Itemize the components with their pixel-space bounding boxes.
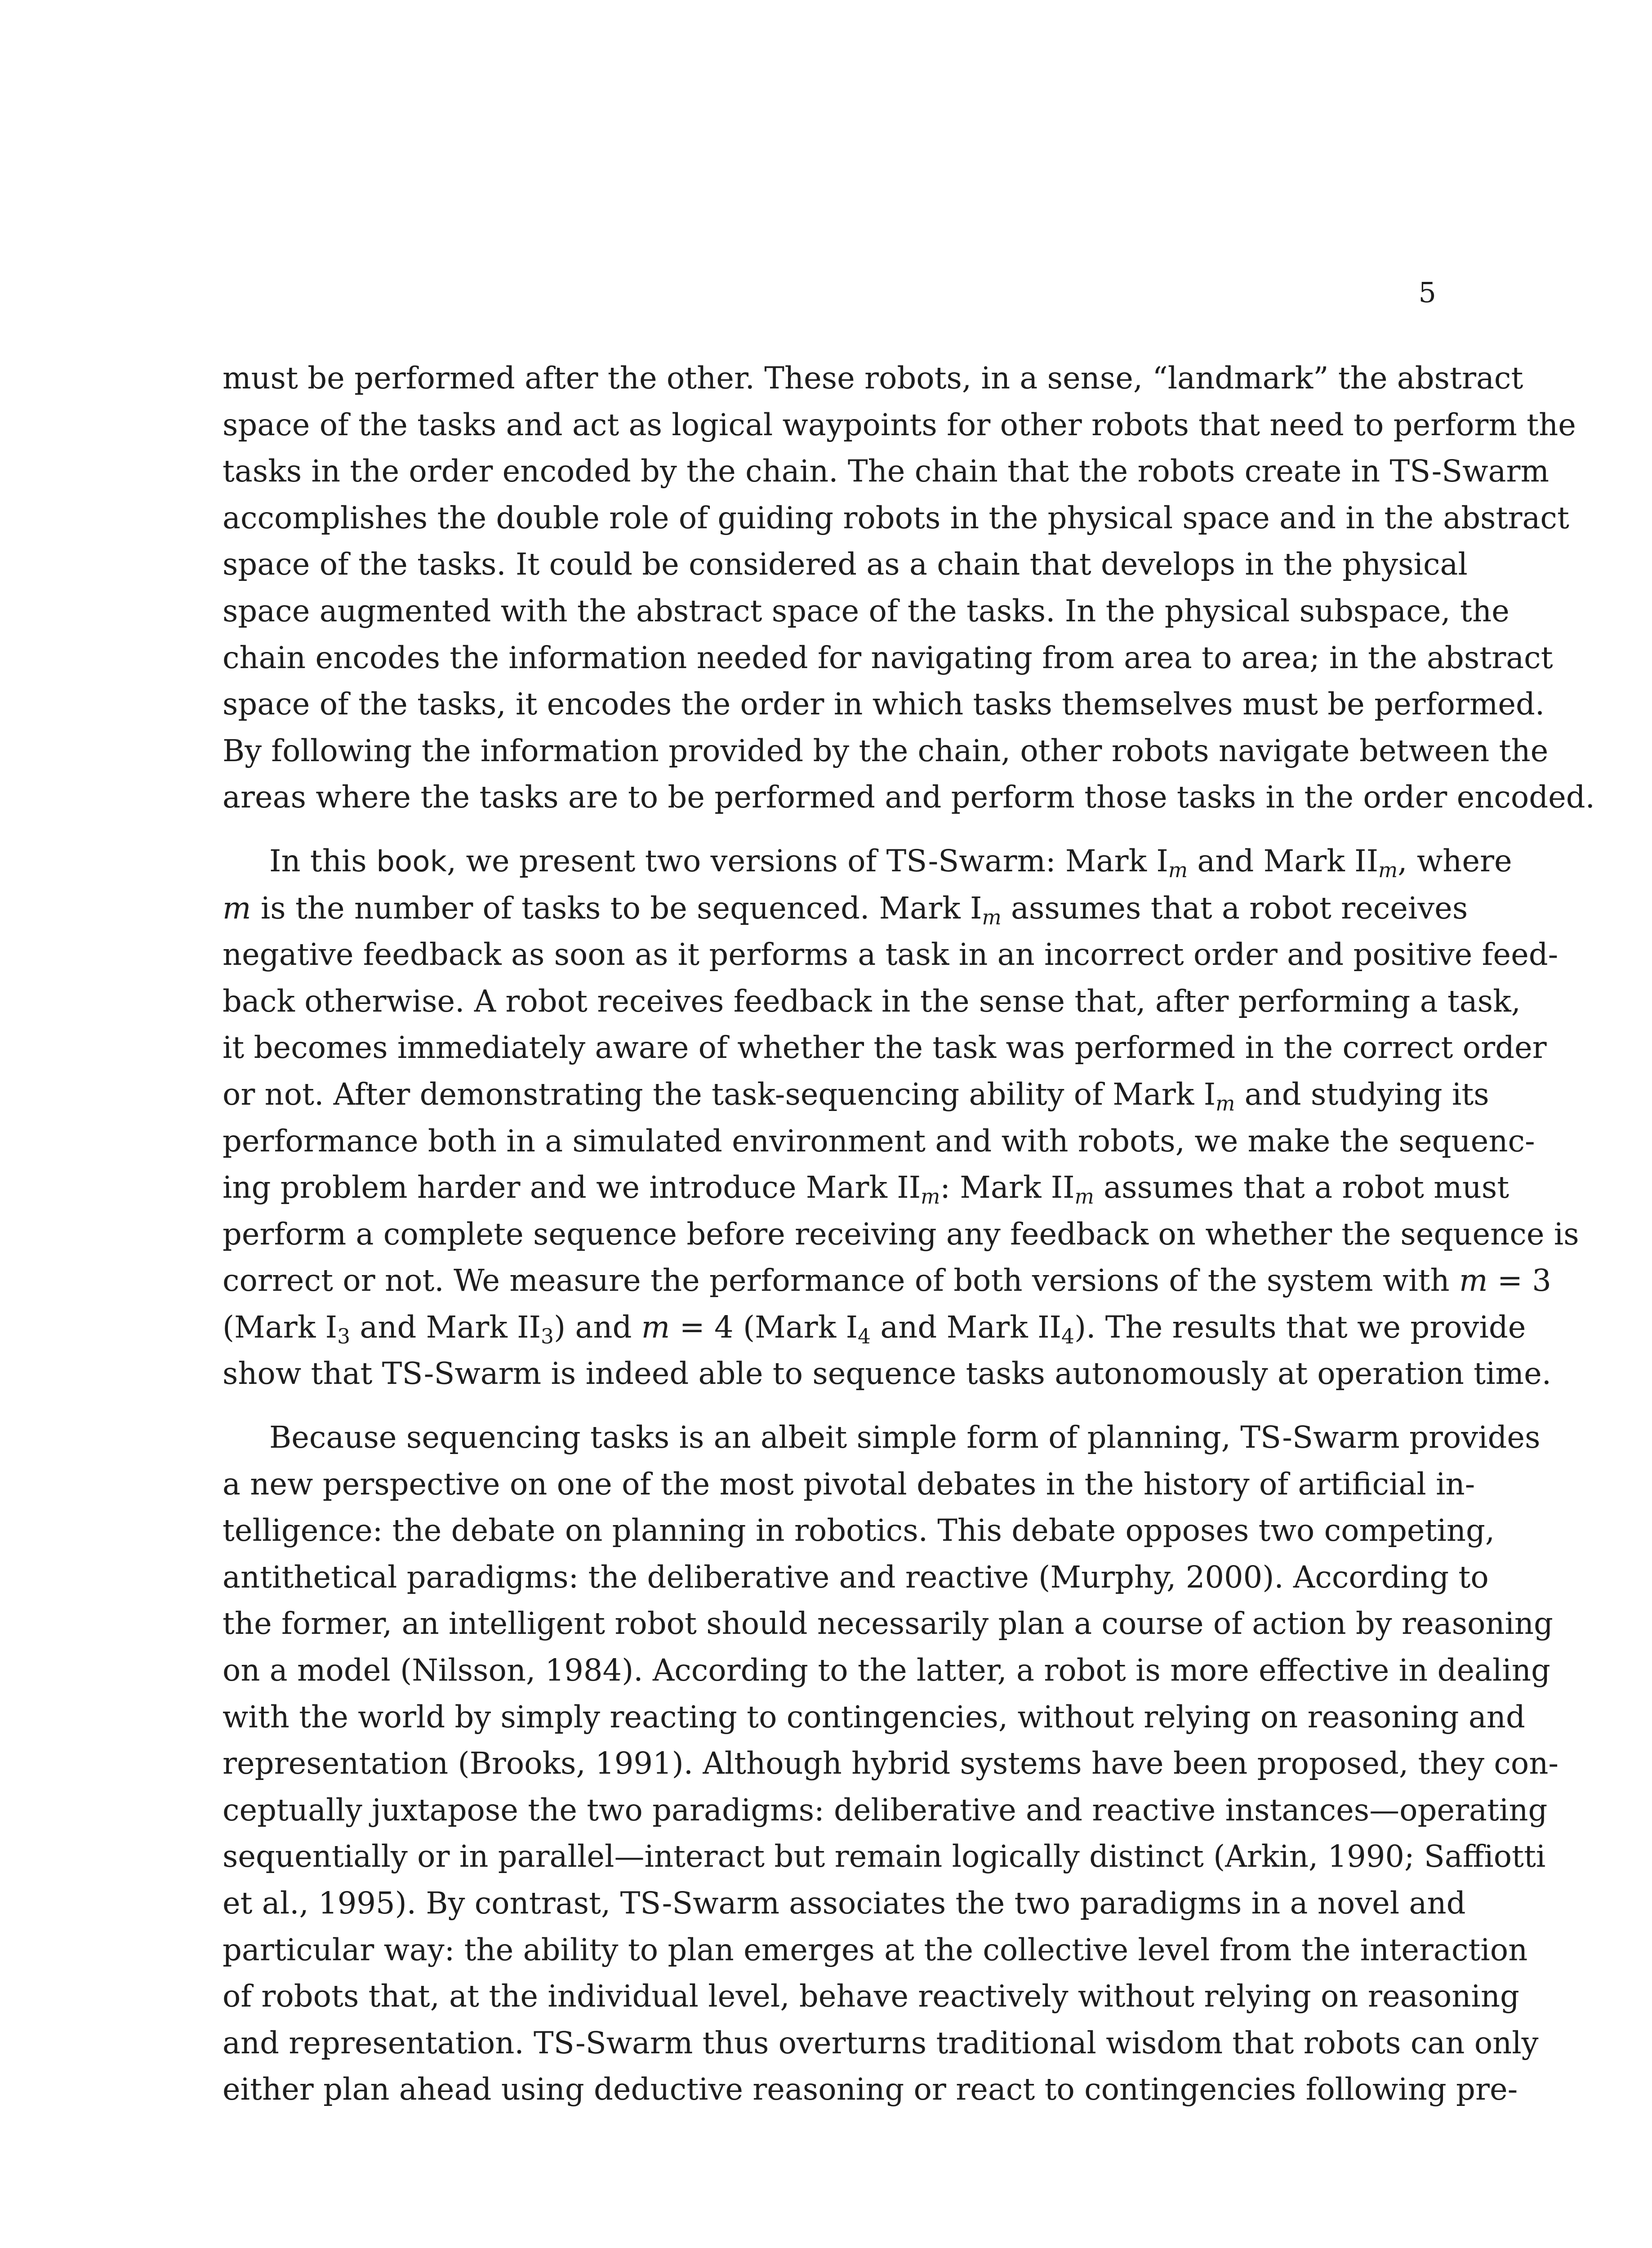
text-line: [223, 1071, 1489, 1118]
text-line: back otherwise. A robot receives feedback in the sense that, after performing a task,: [223, 983, 1521, 1019]
math-subscript: 4: [858, 1324, 871, 1348]
text-line: and representation. TS-Swarm thus overturns traditional wisdom that robots can only: [223, 2025, 1539, 2061]
text-line: performance both in a simulated environment and with robots, we make the sequenc-: [223, 1123, 1535, 1159]
math-variable: m: [641, 1309, 670, 1345]
text-segment: = 4 (Mark I: [670, 1309, 858, 1345]
text-line: it becomes immediately aware of whether the task was performed in the correct order: [223, 1030, 1547, 1066]
text-segment: , we present two versions of TS-Swarm: Mark I: [446, 843, 1168, 879]
text-line: By following the information provided by the chain, other robots navigate between the: [223, 733, 1549, 768]
text-line: sequentially or in parallel—interact but remain logically distinct (Arkin, 1990; Saffiotti: [223, 1839, 1546, 1874]
page-number: 5: [1418, 276, 1436, 309]
text-segment: assumes that a robot receives: [1001, 890, 1468, 926]
text-line: space of the tasks and act as logical waypoints for other robots that need to perform the: [223, 407, 1576, 442]
text-line: [223, 885, 1468, 932]
paragraph-2: [223, 838, 1579, 1397]
text-line: space of the tasks. It could be considered as a chain that develops in the physical: [223, 547, 1468, 582]
math-subscript: m: [982, 905, 1002, 929]
text-line: [223, 1164, 1510, 1211]
math-variable: m: [1459, 1263, 1488, 1298]
text-segment: correct or not. We measure the performance of both versions of the system with: [223, 1263, 1459, 1298]
text-segment: assumes that a robot must: [1094, 1170, 1510, 1205]
text-line: areas where the tasks are to be performed and perform those tasks in the order encoded.: [223, 780, 1595, 815]
math-subscript: 3: [541, 1324, 554, 1348]
math-subscript: 3: [337, 1324, 351, 1348]
text-segment: and Mark II: [871, 1309, 1062, 1345]
text-line: show that TS-Swarm is indeed able to sequence tasks autonomously at operation time.: [223, 1356, 1552, 1392]
math-subscript: m: [1378, 858, 1398, 882]
text-segment: or not. After demonstrating the task-sequencing ability of Mark I: [223, 1076, 1216, 1112]
math-subscript: 4: [1061, 1324, 1074, 1348]
text-segment: book: [376, 844, 447, 879]
text-line: of robots that, at the individual level, behave reactively without relying on reasoning: [223, 1979, 1519, 2014]
text-line: ceptually juxtapose the two paradigms: deliberative and reactive instances—operating: [223, 1792, 1548, 1828]
text-line: [223, 1258, 1551, 1304]
text-segment: and Mark II: [350, 1309, 541, 1345]
text-line: on a model (Nilsson, 1984). According to the latter, a robot is more effective in dealing: [223, 1653, 1550, 1688]
text-line: negative feedback as soon as it performs a task in an incorrect order and positive feed-: [223, 937, 1558, 972]
text-line: antithetical paradigms: the deliberative and reactive (Murphy, 2000). According to: [223, 1559, 1489, 1595]
text-segment: and studying its: [1235, 1076, 1489, 1112]
text-line: accomplishes the double role of guiding robots in the physical space and in the abstract: [223, 500, 1569, 535]
text-line: [223, 1304, 1526, 1351]
text-line: telligence: the debate on planning in robotics. This debate opposes two competing,: [223, 1513, 1495, 1548]
text-segment: = 3: [1487, 1263, 1551, 1298]
text-segment: ) and: [554, 1309, 641, 1345]
paragraph-1: [223, 355, 1595, 821]
text-line: et al., 1995). By contrast, TS-Swarm associates the two paradigms in a novel and: [223, 1886, 1466, 1921]
text-line: either plan ahead using deductive reasoning or react to contingencies following pre-: [223, 2072, 1518, 2107]
text-line: space of the tasks, it encodes the order in which tasks themselves must be performed.: [223, 687, 1545, 722]
text-line: with the world by simply reacting to contingencies, without relying on reasoning and: [223, 1699, 1525, 1735]
text-segment: ). The results that we provide: [1074, 1309, 1526, 1345]
text-line: Because sequencing tasks is an albeit simple form of planning, TS-Swarm provides: [269, 1420, 1541, 1455]
text-segment: (Mark I: [223, 1309, 338, 1345]
text-line: [223, 838, 1512, 885]
text-segment: ing problem harder and we introduce Mark II: [223, 1170, 921, 1205]
text-line: particular way: the ability to plan emerges at the collective level from the interaction: [223, 1932, 1528, 1967]
math-variable: m: [223, 890, 251, 926]
math-subscript: m: [1168, 858, 1188, 882]
text-line: chain encodes the information needed for navigating from area to area; in the abstract: [223, 640, 1553, 675]
text-segment: is the number of tasks to be sequenced. Mark I: [251, 890, 982, 926]
math-subscript: m: [1074, 1184, 1094, 1209]
paragraph-3: [223, 1414, 1559, 2113]
text-line: tasks in the order encoded by the chain. The chain that the robots create in TS-Swarm: [223, 454, 1549, 489]
text-segment: , where: [1398, 843, 1512, 879]
text-line: space augmented with the abstract space of the tasks. In the physical subspace, the: [223, 593, 1510, 629]
text-line: perform a complete sequence before receiving any feedback on whether the sequence is: [223, 1216, 1579, 1252]
math-subscript: m: [1216, 1091, 1235, 1115]
text-line: representation (Brooks, 1991). Although hybrid systems have been proposed, they con-: [223, 1746, 1559, 1781]
text-segment: and Mark II: [1188, 843, 1379, 879]
text-line: a new perspective on one of the most pivotal debates in the history of artificial in-: [223, 1466, 1475, 1502]
body-text: [223, 355, 1595, 2113]
text-segment: In this: [269, 843, 377, 879]
text-line: must be performed after the other. These robots, in a sense, “landmark” the abstract: [223, 361, 1523, 396]
text-line: the former, an intelligent robot should necessarily plan a course of action by reasoning: [223, 1606, 1553, 1641]
text-segment: : Mark II: [940, 1170, 1075, 1205]
math-subscript: m: [921, 1184, 940, 1209]
